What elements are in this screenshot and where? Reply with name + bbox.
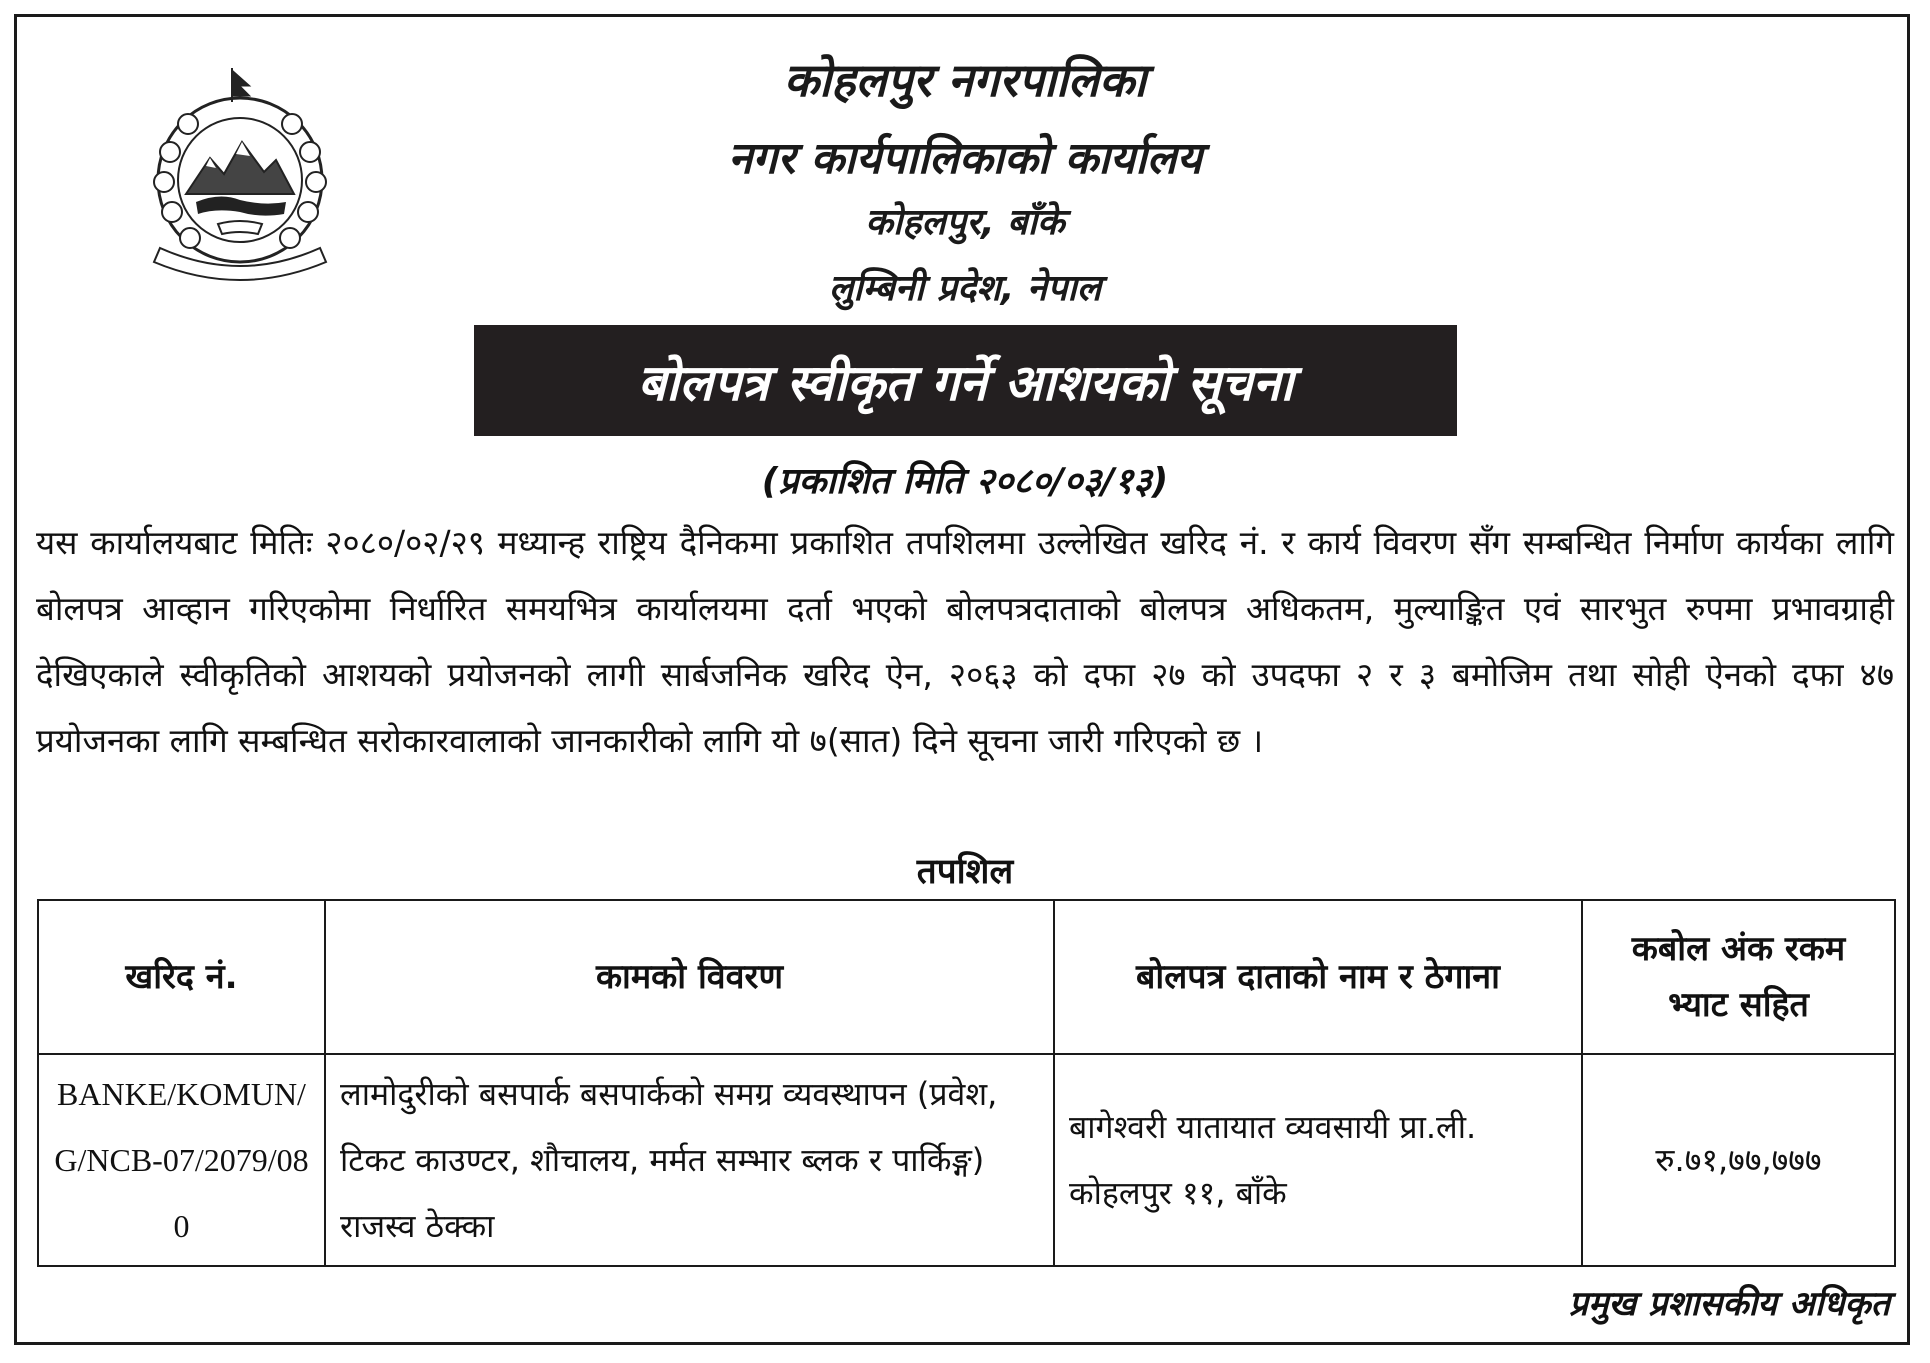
notice-body: यस कार्यालयबाट मितिः २०८०/०२/२९ मध्यान्ह राष्ट्रिय दैनिकमा प्रकाशित तपशिलमा उल्लेखित खरिद नं. र कार्य विवरण सँग सम्बन्धित निर्माण कार्यका लागि बोलपत्र आव्हान गरिएकोमा निर्धारित समयभित्र कार्यालयमा दर्ता भएको बोलपत्रदाताको बोलपत्र अधिकतम, मुल्याङ्कित एवं सारभुत रुपमा प्रभावग्राही देखिएकाले स्वीकृतिको आशयको प्रयोजनको लागी सार्बजनिक खरिद ऐन, २०६३ को दफा २७ को उपदफा २ र ३ बमोजिम तथा सोही ऐनको दफा ४७ प्रयोजनका लागि सम्बन्धित सरोकारवालाको जानकारीको लागि यो ७(सात) दिने सूचना जारी गरिएको छ । — [36, 523, 1894, 760]
municipality-name: कोहलपुर नगरपालिका — [783, 53, 1147, 107]
header-procurement-no: खरिद नं. — [38, 900, 325, 1054]
office-name: नगर कार्यपालिकाको कार्यालय — [728, 133, 1202, 184]
header-bid-amount: कबोल अंक रकम भ्याट सहित — [1582, 900, 1895, 1054]
notice-title: बोलपत्र स्वीकृत गर्ने आशयको सूचना — [637, 353, 1294, 412]
table-row — [38, 1054, 1895, 1266]
province-country: लुम्बिनी प्रदेश, नेपाल — [828, 268, 1102, 309]
header-work-description: कामको विवरण — [325, 900, 1054, 1054]
notice-title-banner — [474, 325, 1457, 436]
table-header-row — [38, 900, 1895, 1054]
bidder-cell: बागेश्वरी यातायात व्यवसायी प्रा.ली. कोहलपुर ११, बाँके — [1054, 1054, 1582, 1266]
work-description-cell: लामोदुरीको बसपार्क बसपार्कको समग्र व्यवस्थापन (प्रवेश, टिकट काउण्टर, शौचालय, मर्मत सम्भार ब्लक र पार्किङ्ग) राजस्व ठेक्का — [325, 1054, 1054, 1266]
published-date: (प्रकाशित मिति २०८०/०३/१३) — [761, 461, 1169, 502]
signatory-title: प्रमुख प्रशासकीय अधिकृत — [1568, 1284, 1890, 1324]
details-table — [37, 899, 1896, 1267]
header-bidder-name-address: बोलपत्र दाताको नाम र ठेगाना — [1054, 900, 1582, 1054]
bid-amount-cell: रु.७१,७७,७७७ — [1582, 1054, 1895, 1266]
schedule-heading: तपशिल — [916, 852, 1014, 892]
office-location: कोहलपुर, बाँके — [865, 202, 1065, 243]
procurement-no-cell: BANKE/KOMUN/G/NCB-07/2079/080 — [38, 1054, 325, 1266]
